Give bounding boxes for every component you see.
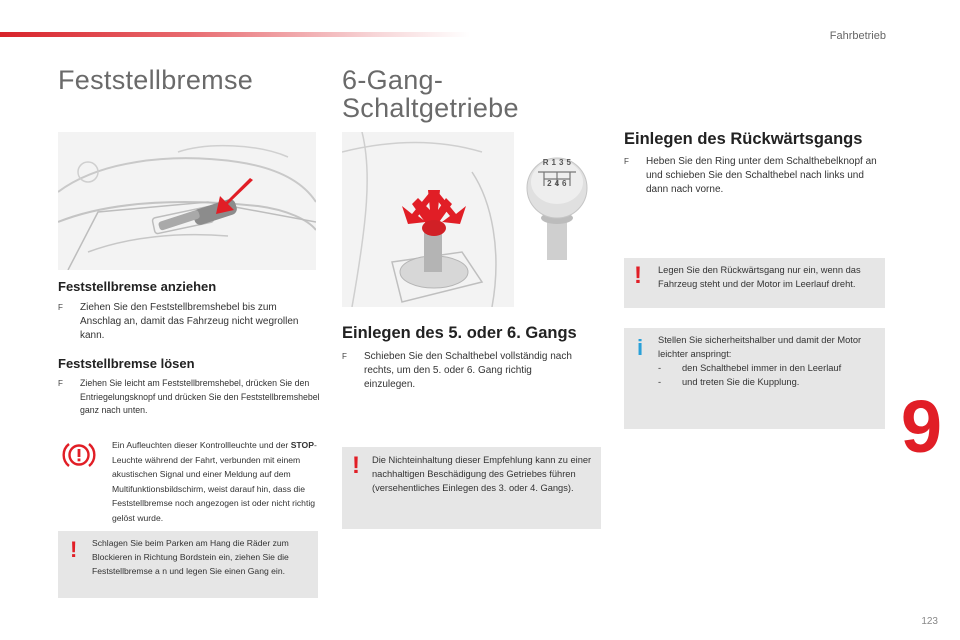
warning-text-start: Ein Aufleuchten dieser Kontrollleuchte und der <box>112 440 289 450</box>
note-box-gearbox-damage <box>342 447 601 529</box>
list-dash: - <box>658 363 662 373</box>
page-title-gearbox <box>342 66 519 122</box>
title-line-2: Schaltgetriebe <box>342 93 519 123</box>
note-box-reverse-stationary <box>624 258 885 308</box>
header-accent-bar <box>0 32 470 37</box>
note-text: Die Nichteinhaltung dieser Empfehlung kann zu einer nachhaltigen Beschädigung des Getriebes führen (versehentliches Einlegen des 3. oder 4. Gangs). <box>372 455 592 493</box>
brake-warning-lamp-icon <box>62 441 96 469</box>
chapter-number: 9 <box>900 385 942 468</box>
chapter-label: Fahrbetrieb <box>829 30 886 42</box>
parking-brake-illustration <box>58 132 316 270</box>
page-number: 123 <box>921 616 938 627</box>
parking-brake-drawing <box>58 132 316 270</box>
bullet-symbol: F <box>624 157 629 166</box>
instruction-text: Ziehen Sie den Feststellbremshebel bis zum Anschlag an, damit das Fahrzeug nicht wegrollen kann. <box>80 302 299 341</box>
list-item-text: und treten Sie die Kupplung. <box>682 377 800 387</box>
gear-lever-illustration <box>342 132 514 307</box>
instruction-text: Ziehen Sie leicht am Feststellbremshebel, drücken Sie den Entriegelungsknopf und drücken Sie den Feststellbremshebel ganz nach unten. <box>80 378 320 415</box>
note-box-safety-info <box>624 328 885 429</box>
section-title-5th-6th-gear: Einlegen des 5. oder 6. Gangs <box>342 324 577 342</box>
info-list-item <box>658 361 880 375</box>
instruction-5th-6th-gear <box>342 350 582 392</box>
info-icon: i <box>637 335 644 360</box>
section-title-apply-brake: Feststellbremse anziehen <box>58 279 217 294</box>
section-title-reverse-gear: Einlegen des Rückwärtsgangs <box>624 130 863 148</box>
warning-exclamation-icon: ! <box>352 452 360 479</box>
warning-lamp-description <box>112 438 318 525</box>
info-list-item <box>658 375 880 389</box>
warning-exclamation-icon: ! <box>70 537 78 562</box>
bullet-symbol: F <box>58 303 63 312</box>
gear-lever-drawing <box>342 132 514 307</box>
title-line-1: 6-Gang- <box>342 65 444 95</box>
note-text: Schlagen Sie beim Parken am Hang die Räder zum Blockieren in Richtung Bordstein ein, ziehen Sie die Feststellbremse a n und legen Sie einen Gang ein. <box>92 538 289 576</box>
gear-knob-drawing <box>524 152 590 260</box>
instruction-release-brake <box>58 377 320 418</box>
list-item-text: den Schalthebel immer in den Leerlauf <box>682 363 842 373</box>
gear-pattern-bottom-label: 2 4 6 <box>547 179 567 188</box>
section-title-release-brake: Feststellbremse lösen <box>58 356 195 371</box>
warning-text-end: -Leuchte während der Fahrt, verbunden mit einem akustischen Signal und einer Meldung auf dem Multifunktionsbildschirm, weist darauf hin, dass die Feststellbremse noch angezogen ist oder nicht richtig gelöst wurde. <box>112 440 317 523</box>
bullet-symbol: F <box>58 379 63 388</box>
stop-label: STOP <box>290 440 314 450</box>
note-text: Legen Sie den Rückwärtsgang nur ein, wenn das Fahrzeug steht und der Motor im Leerlauf dreht. <box>658 265 861 289</box>
instruction-text: Schieben Sie den Schalthebel vollständig nach rechts, um den 5. oder 6. Gang richtig einzulegen. <box>364 351 572 390</box>
gear-knob-illustration <box>524 152 590 260</box>
instruction-apply-brake <box>58 301 320 343</box>
list-dash: - <box>658 377 662 387</box>
info-text <box>658 333 880 389</box>
bullet-symbol: F <box>342 352 347 361</box>
info-intro: Stellen Sie sicherheitshalber und damit der Motor leichter anspringt: <box>658 335 862 359</box>
warning-exclamation-icon: ! <box>634 262 642 289</box>
instruction-text: Heben Sie den Ring unter dem Schalthebelknopf an und schieben Sie den Schalthebel nach links und dann nach vorne. <box>646 156 877 195</box>
page-title-parking-brake: Feststellbremse <box>58 65 254 95</box>
note-box-parking-slope <box>58 531 318 598</box>
instruction-reverse-gear <box>624 155 886 197</box>
gear-pattern-top-label: R 1 3 5 <box>542 158 572 167</box>
